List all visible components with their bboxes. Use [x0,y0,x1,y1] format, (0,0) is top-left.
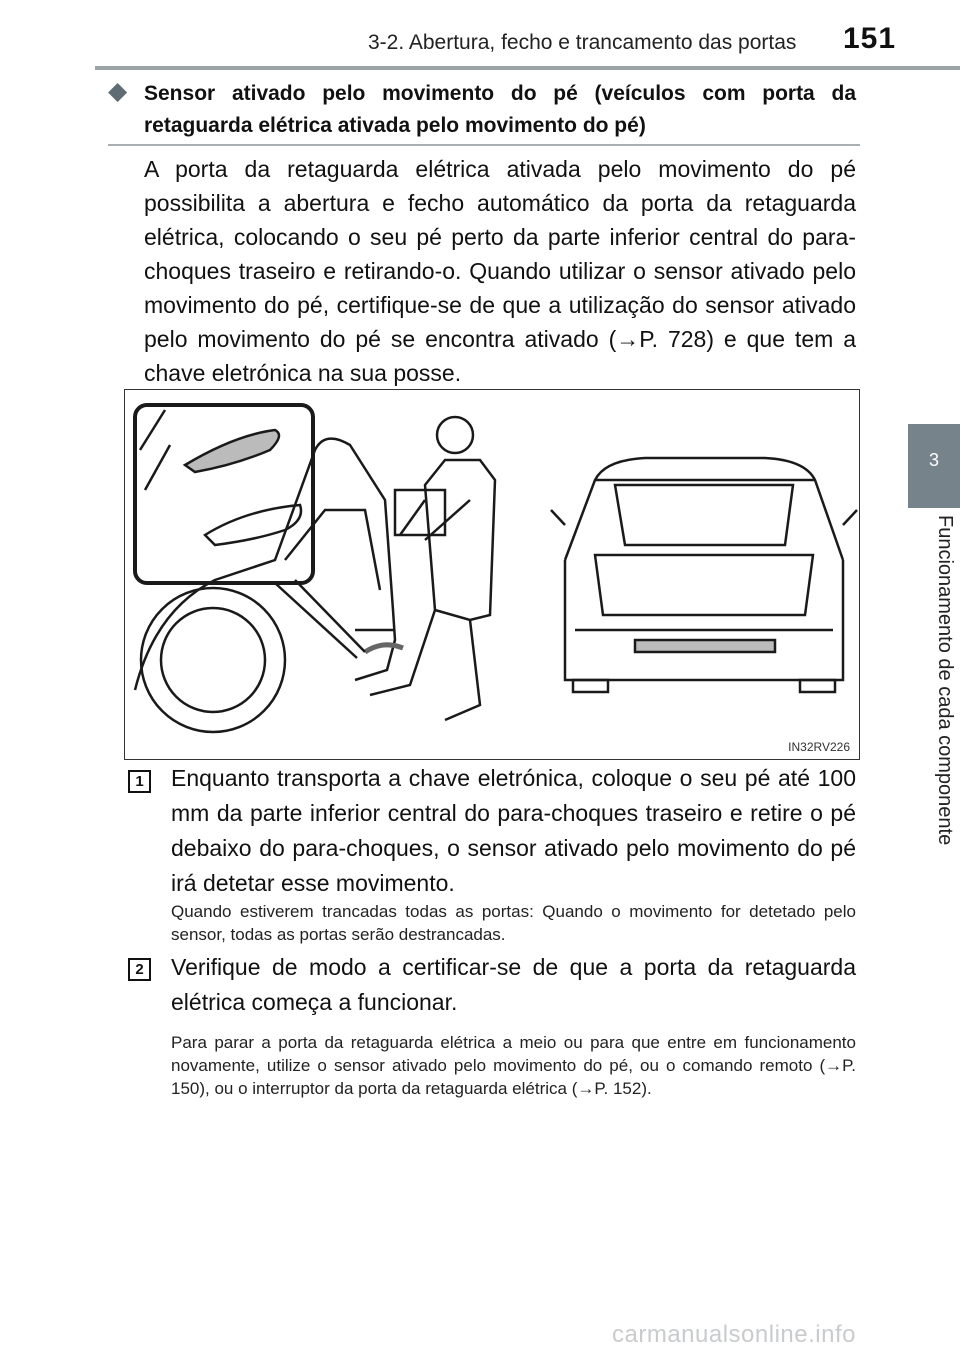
intro-paragraph: A porta da retaguarda elétrica ativada pelo movimento do pé possibilita a abertura e fecho automático da porta da retaguarda elétrica, colocando o seu pé perto da parte inferior central do para-choques traseiro e retirando-o. Quando utilizar o sensor ativado pelo movimento do pé, certifique-se de que a utilização do sensor ativado pelo movimento do pé se encontra ativado (→P. 728) e que tem a chave eletrónica na sua posse. [144,156,856,386]
section-heading: Sensor ativado pelo movimento do pé (veículos com porta da retaguarda elétrica ativada pelo movimento do pé) [144,82,856,137]
illustration-foot-sensor [124,389,860,760]
diamond-bullet-icon: ◆ [108,77,128,105]
page-number: 151 [843,22,897,55]
figure-code: IN32RV226 [788,740,850,754]
chapter-number: 3 [928,450,939,470]
chapter-title: Funcionamento de cada componente [934,515,956,846]
step-2-note: Para parar a porta da retaguarda elétrica a meio ou para que entre em funcionamento novamente, utilize o sensor ativado pelo movimento do pé, ou o comando remoto (→P. 150), ou o interruptor da porta da retaguarda elétrica (→P. 152). [171,1033,856,1098]
header-rule [95,66,960,70]
foot-sensor-illustration-icon [125,390,860,760]
watermark: carmanualsonline.info [612,1321,856,1348]
header-section-title: 3-2. Abertura, fecho e trancamento das portas [368,31,797,54]
step-number-2: 2 [128,958,151,981]
heading-rule [108,144,860,146]
step-1-text: Enquanto transporta a chave eletrónica, coloque o seu pé até 100 mm da parte inferior central do para-choques traseiro e retire o pé debaixo do para-choques, o sensor ativado pelo movimento do pé irá detetar esse movimento. [171,765,856,896]
step-2-text: Verifique de modo a certificar-se de que a porta da retaguarda elétrica começa a funcionar. [171,954,856,1015]
step-1-note: Quando estiverem trancadas todas as portas: Quando o movimento for detetado pelo sensor, todas as portas serão destrancadas. [171,902,856,944]
step-number-1: 1 [128,770,151,793]
